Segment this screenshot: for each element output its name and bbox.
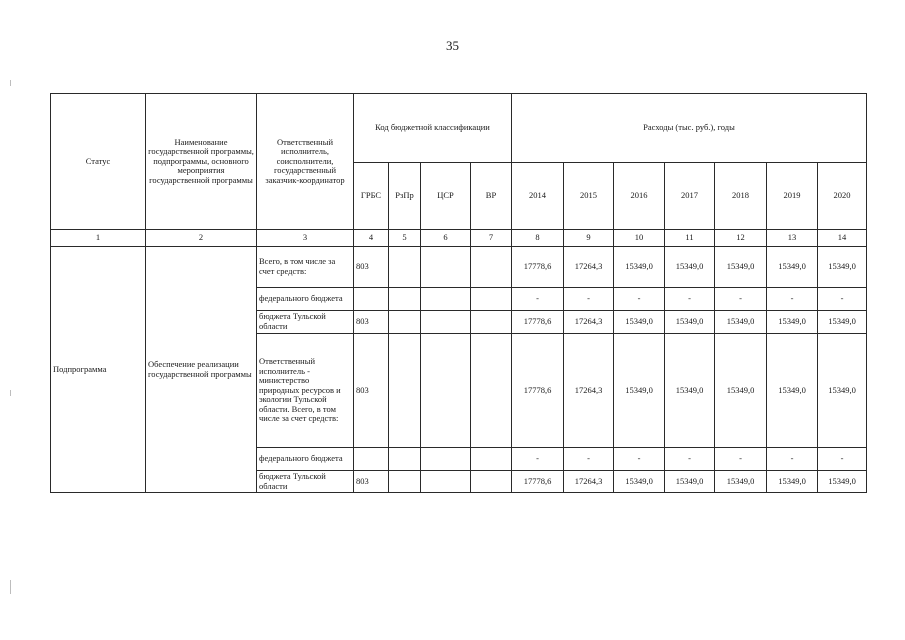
row-label: федерального бюджета xyxy=(257,448,354,471)
vr-cell xyxy=(471,311,512,334)
column-number: 1 xyxy=(51,230,146,247)
value-cell: - xyxy=(512,288,564,311)
value-cell: 15349,0 xyxy=(614,247,665,288)
column-number: 14 xyxy=(818,230,867,247)
value-cell: - xyxy=(512,448,564,471)
header-expenses: Расходы (тыс. руб.), годы xyxy=(512,94,867,163)
column-number: 13 xyxy=(767,230,818,247)
grbs-cell: 803 xyxy=(354,311,389,334)
grbs-cell xyxy=(354,288,389,311)
value-cell: 15349,0 xyxy=(767,334,818,448)
value-cell: 15349,0 xyxy=(614,471,665,493)
column-number: 12 xyxy=(715,230,767,247)
grbs-cell: 803 xyxy=(354,471,389,493)
column-number: 6 xyxy=(421,230,471,247)
value-cell: 15349,0 xyxy=(665,471,715,493)
header-code-rzpr: РзПр xyxy=(389,163,421,230)
header-year: 2020 xyxy=(818,163,867,230)
csr-cell xyxy=(421,247,471,288)
value-cell: - xyxy=(665,448,715,471)
vr-cell xyxy=(471,471,512,493)
value-cell: - xyxy=(818,288,867,311)
vr-cell xyxy=(471,448,512,471)
scan-speck xyxy=(10,80,11,86)
value-cell: - xyxy=(715,288,767,311)
value-cell: 15349,0 xyxy=(614,334,665,448)
column-number: 8 xyxy=(512,230,564,247)
grbs-cell: 803 xyxy=(354,334,389,448)
row-label: Ответственный исполнитель - министерство природных ресурсов и экологии Тульской области. Всего, в том числе за счет средств: xyxy=(257,334,354,448)
rzpr-cell xyxy=(389,471,421,493)
value-cell: 17264,3 xyxy=(564,334,614,448)
value-cell: - xyxy=(614,448,665,471)
column-number: 2 xyxy=(146,230,257,247)
header-year: 2019 xyxy=(767,163,818,230)
value-cell: 15349,0 xyxy=(715,334,767,448)
header-year: 2014 xyxy=(512,163,564,230)
value-cell: 15349,0 xyxy=(767,247,818,288)
column-number: 10 xyxy=(614,230,665,247)
value-cell: 15349,0 xyxy=(665,334,715,448)
value-cell: 15349,0 xyxy=(665,311,715,334)
value-cell: - xyxy=(767,448,818,471)
rzpr-cell xyxy=(389,288,421,311)
value-cell: 17264,3 xyxy=(564,471,614,493)
csr-cell xyxy=(421,334,471,448)
program-name-cell: Обеспечение реализации государственной программы xyxy=(146,247,257,493)
value-cell: 15349,0 xyxy=(818,471,867,493)
column-number: 11 xyxy=(665,230,715,247)
value-cell: - xyxy=(665,288,715,311)
value-cell: 15349,0 xyxy=(818,334,867,448)
value-cell: 15349,0 xyxy=(818,247,867,288)
row-label: Всего, в том числе за счет средств: xyxy=(257,247,354,288)
header-year: 2015 xyxy=(564,163,614,230)
value-cell: 17778,6 xyxy=(512,247,564,288)
row-label: бюджета Тульской области xyxy=(257,311,354,334)
column-number: 5 xyxy=(389,230,421,247)
header-program-name: Наименование государственной программы, подпрограммы, основного мероприятия государственной программы xyxy=(146,94,257,230)
header-budget-code: Код бюджетной классификации xyxy=(354,94,512,163)
value-cell: 15349,0 xyxy=(715,471,767,493)
value-cell: 15349,0 xyxy=(715,311,767,334)
header-code-grbs: ГРБС xyxy=(354,163,389,230)
value-cell: - xyxy=(614,288,665,311)
value-cell: 15349,0 xyxy=(665,247,715,288)
scan-speck xyxy=(10,390,11,396)
column-number: 3 xyxy=(257,230,354,247)
value-cell: 15349,0 xyxy=(767,471,818,493)
csr-cell xyxy=(421,288,471,311)
row-label: бюджета Тульской области xyxy=(257,471,354,493)
csr-cell xyxy=(421,448,471,471)
value-cell: 15349,0 xyxy=(767,311,818,334)
csr-cell xyxy=(421,311,471,334)
vr-cell xyxy=(471,247,512,288)
value-cell: 15349,0 xyxy=(715,247,767,288)
rzpr-cell xyxy=(389,448,421,471)
value-cell: 17778,6 xyxy=(512,334,564,448)
value-cell: - xyxy=(715,448,767,471)
page-number: 35 xyxy=(446,38,459,53)
value-cell: 15349,0 xyxy=(818,311,867,334)
scan-speck xyxy=(10,580,11,594)
value-cell: 17778,6 xyxy=(512,311,564,334)
column-number: 7 xyxy=(471,230,512,247)
rzpr-cell xyxy=(389,311,421,334)
vr-cell xyxy=(471,334,512,448)
value-cell: 17264,3 xyxy=(564,247,614,288)
header-year: 2018 xyxy=(715,163,767,230)
rzpr-cell xyxy=(389,334,421,448)
value-cell: - xyxy=(564,448,614,471)
header-code-csr: ЦСР xyxy=(421,163,471,230)
header-responsible: Ответственный исполнитель, соисполнители, государственный заказчик-координатор xyxy=(257,94,354,230)
value-cell: - xyxy=(767,288,818,311)
value-cell: - xyxy=(564,288,614,311)
row-label: федерального бюджета xyxy=(257,288,354,311)
header-year: 2017 xyxy=(665,163,715,230)
header-code-vr: ВР xyxy=(471,163,512,230)
header-status: Статус xyxy=(51,94,146,230)
csr-cell xyxy=(421,471,471,493)
rzpr-cell xyxy=(389,247,421,288)
value-cell: 17264,3 xyxy=(564,311,614,334)
value-cell: 17778,6 xyxy=(512,471,564,493)
table-row xyxy=(51,247,867,288)
grbs-cell xyxy=(354,448,389,471)
budget-table xyxy=(50,93,867,493)
grbs-cell: 803 xyxy=(354,247,389,288)
status-cell: Подпрограмма xyxy=(51,247,146,493)
column-number: 4 xyxy=(354,230,389,247)
column-number: 9 xyxy=(564,230,614,247)
value-cell: 15349,0 xyxy=(614,311,665,334)
value-cell: - xyxy=(818,448,867,471)
header-year: 2016 xyxy=(614,163,665,230)
vr-cell xyxy=(471,288,512,311)
